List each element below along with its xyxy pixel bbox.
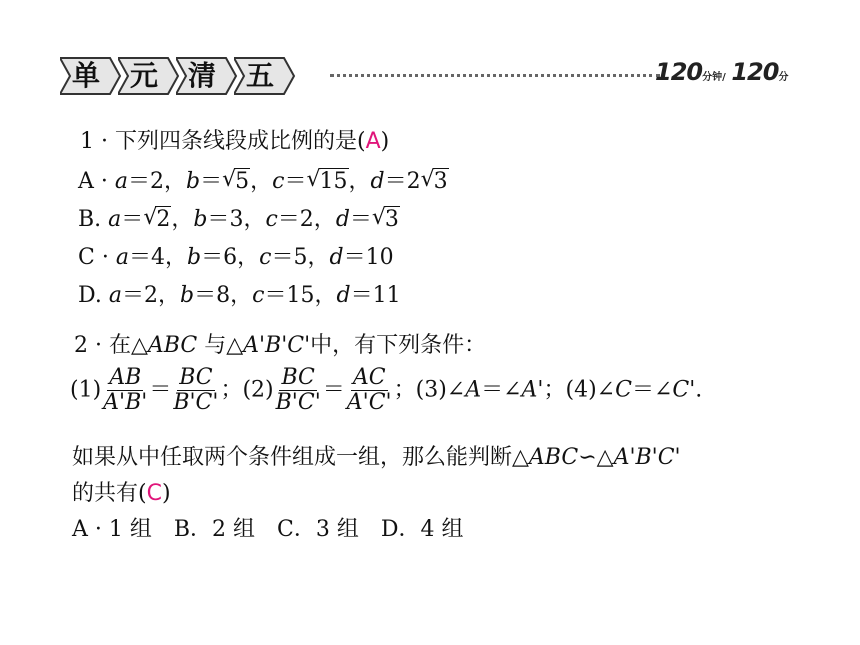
similar-symbol: ∽△ <box>578 445 614 470</box>
banner-char: 五 <box>245 59 274 92</box>
banner-char: 单 <box>71 59 100 92</box>
stem-text: 在△ <box>108 333 148 358</box>
value-c: 5 <box>293 245 308 270</box>
banner-char: 元 <box>129 59 158 92</box>
fraction <box>101 366 149 415</box>
frac-den: B'C' <box>275 390 321 415</box>
time-score-label: 120分钟/ 120分 <box>655 58 789 86</box>
frac-den: A'C' <box>346 390 392 415</box>
sqrt: √ 3 <box>420 167 448 194</box>
stem-text: 如果从中任取两个条件组成一组，那么能判断△ <box>72 445 529 470</box>
option-sep: · <box>100 169 108 194</box>
q2-conditions: (1) $\frac{AB}{A'B'}$ ＝ $\frac{BC}{B'C'}$ ；(2) $\frac{BC}{B'C'}$ ＝ $\frac{AC}{A'C'}$ ；(3)∠A＝∠A'；(4)∠C＝∠C'. <box>70 365 703 415</box>
score-number: 120 <box>731 58 779 86</box>
unit-banner <box>60 56 310 96</box>
score-unit: 分 <box>778 72 789 83</box>
value-c: 15 <box>319 169 348 194</box>
question-text: 下列四条线段成比例的是( <box>114 129 366 154</box>
q2-options <box>72 512 463 543</box>
banner-char: 清 <box>187 59 216 92</box>
angle-label: A <box>465 377 482 403</box>
angle-label: C <box>615 377 632 403</box>
angle-label: C' <box>672 377 696 403</box>
option-letter: A <box>78 169 94 194</box>
value-d: 10 <box>365 245 394 270</box>
value-b: 3 <box>229 207 244 232</box>
stem-text: 与△ <box>204 333 244 358</box>
value-b: 6 <box>223 245 238 270</box>
value-a: 2 <box>156 207 171 232</box>
paren-close: ) <box>380 129 390 154</box>
sqrt: √ 5 <box>222 167 250 194</box>
option-sep: . <box>94 207 102 232</box>
value-a: 4 <box>150 245 165 270</box>
condition-label: (2) <box>242 377 274 403</box>
sqrt: √ 15 <box>306 167 348 194</box>
option-letter: C <box>78 245 95 270</box>
option-letter: D <box>78 283 95 308</box>
value-c: 15 <box>286 283 315 308</box>
condition-label: (3) <box>415 377 447 403</box>
frac-num: AB <box>109 365 142 390</box>
dotted-divider <box>330 74 660 77</box>
banner-tag <box>234 56 296 96</box>
answer-mark: A <box>365 129 381 154</box>
q1-option-b: B. a＝ √ 2，b＝3，c＝2，d＝ √ 3 <box>78 205 399 232</box>
value-d: 3 <box>433 169 448 194</box>
triangle-label: A'B'C' <box>243 333 311 358</box>
q1-option-c: C · a＝4，b＝6，c＝5，d＝10 <box>78 245 394 270</box>
frac-num: BC <box>281 365 315 390</box>
value-d-coef: 2 <box>406 169 421 194</box>
frac-num: BC <box>179 365 213 390</box>
fraction <box>171 366 220 415</box>
q2-line2 <box>72 440 681 471</box>
time-number: 120 <box>655 58 703 86</box>
q1-option-a: A · a＝2，b＝ √ 5，c＝ √ 15，d＝2 √ 3 <box>78 167 448 194</box>
value-c: 2 <box>299 207 314 232</box>
options-text: A · 1 组 B．2 组 C．3 组 D．4 组 <box>72 517 464 542</box>
banner-tag <box>176 56 238 96</box>
value-a: 2 <box>144 283 158 308</box>
q2-stem: 2 · 在△ABC 与△A'B'C'中，有下列条件： <box>74 333 487 358</box>
banner-tag <box>60 56 122 96</box>
value-a: 2 <box>150 169 165 194</box>
frac-num: AC <box>352 365 386 390</box>
stem-text: 的共有( <box>72 481 147 506</box>
option-sep: · <box>101 245 109 270</box>
condition-label: (4) <box>565 377 597 403</box>
triangle-label: A'B'C' <box>613 445 681 470</box>
time-unit: 分钟 <box>702 72 723 83</box>
stem-text: 中，有下列条件： <box>310 333 487 358</box>
triangle-label: ABC <box>528 445 579 470</box>
value-d: 3 <box>384 207 399 232</box>
value-b: 8 <box>216 283 231 308</box>
option-letter: B <box>78 207 95 232</box>
angle-label: A' <box>521 377 544 403</box>
sqrt: √ 3 <box>371 205 399 232</box>
banner-tag <box>118 56 180 96</box>
question-number: 2 <box>74 333 88 358</box>
value-b: 5 <box>235 169 250 194</box>
frac-den: A'B' <box>103 390 148 415</box>
q2-line3 <box>72 476 171 507</box>
answer-mark: C <box>146 481 162 506</box>
value-d: 11 <box>372 283 401 308</box>
condition-label: (1) <box>70 377 102 403</box>
fraction <box>345 366 394 415</box>
q1-stem: 1 · 下列四条线段成比例的是(A) <box>80 129 390 154</box>
sqrt: √ 2 <box>143 205 171 232</box>
question-number: 1 <box>80 129 94 154</box>
triangle-label: ABC <box>147 333 198 358</box>
paren-close: ) <box>161 481 171 506</box>
fraction <box>274 366 323 415</box>
frac-den: B'C' <box>173 390 219 415</box>
option-sep: . <box>94 283 102 308</box>
q1-option-d: D. a＝2，b＝8，c＝15，d＝11 <box>78 283 401 308</box>
